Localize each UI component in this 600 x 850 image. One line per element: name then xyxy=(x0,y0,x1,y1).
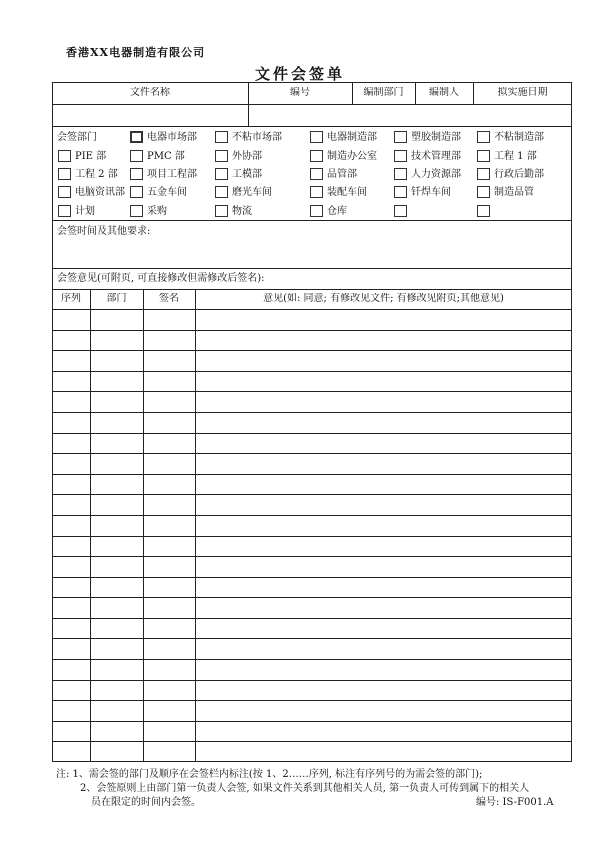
info-header-cell: 编号 xyxy=(290,87,310,98)
department-label: 制造办公室 xyxy=(327,151,377,162)
department-label: 电器市场部 xyxy=(147,132,197,143)
table-row-rule xyxy=(52,597,572,598)
table-row-rule xyxy=(52,453,572,454)
company-name: 香港XX电器制造有限公司 xyxy=(66,46,206,59)
department-label: 行政后勤部 xyxy=(494,169,544,180)
department-label: 采购 xyxy=(147,206,167,217)
table-row-rule xyxy=(52,412,572,413)
opinions-column-divider xyxy=(143,289,144,762)
department-label: 工模部 xyxy=(232,169,262,180)
table-row-rule xyxy=(52,350,572,351)
requirements-label: 会签时间及其他要求: xyxy=(57,226,151,237)
checkbox[interactable] xyxy=(310,150,323,162)
table-row-rule xyxy=(52,721,572,722)
table-row-rule xyxy=(52,577,572,578)
info-bottom-rule xyxy=(52,126,572,127)
checkbox[interactable] xyxy=(394,131,407,143)
checkbox[interactable] xyxy=(394,168,407,180)
table-row-rule xyxy=(52,536,572,537)
opinions-header-cell: 意见(如: 同意; 有修改见文件; 有修改见附页;其他意见) xyxy=(263,293,504,304)
checkbox[interactable] xyxy=(130,186,143,198)
department-label: 外协部 xyxy=(232,151,262,162)
table-row-rule xyxy=(52,556,572,557)
checkbox[interactable] xyxy=(215,186,228,198)
checkbox[interactable] xyxy=(477,168,490,180)
table-row-rule xyxy=(52,330,572,331)
note-line-3: 员在限定的时间内会签。 xyxy=(91,797,201,808)
department-label: 电脑资讯部 xyxy=(75,187,125,198)
department-label: 技术管理部 xyxy=(411,151,461,162)
table-row-rule xyxy=(52,371,572,372)
opinions-label: 会签意见(可附页, 可直接修改但需修改后签名): xyxy=(57,273,265,284)
table-row-rule xyxy=(52,474,572,475)
table-row-rule xyxy=(52,618,572,619)
departments-bottom-rule xyxy=(52,220,572,221)
checkbox[interactable] xyxy=(394,205,407,217)
department-label: PIE 部 xyxy=(75,151,107,162)
checkbox[interactable] xyxy=(215,205,228,217)
department-label: 塑胶制造部 xyxy=(411,132,461,143)
note-line-2: 2、会签原则上由部门第一负责人会签, 如果文件关系到其他相关人员, 第一负责人可传到属下的相关人 xyxy=(80,783,530,794)
checkbox[interactable] xyxy=(130,168,143,180)
form-frame xyxy=(52,82,572,762)
info-header-cell: 文件名称 xyxy=(130,87,170,98)
info-header-rule xyxy=(52,104,572,105)
table-row-rule xyxy=(52,515,572,516)
checkbox[interactable] xyxy=(130,150,143,162)
department-label: 物流 xyxy=(232,206,252,217)
checkbox[interactable] xyxy=(58,168,71,180)
checkbox[interactable] xyxy=(58,186,71,198)
checkbox[interactable] xyxy=(215,168,228,180)
department-label: 工程 2 部 xyxy=(75,169,118,180)
info-header-cell: 拟实施日期 xyxy=(497,87,548,98)
table-row-rule xyxy=(52,494,572,495)
info-column-divider xyxy=(248,104,249,126)
checkbox[interactable] xyxy=(477,131,490,143)
checkbox[interactable] xyxy=(58,150,71,162)
checkbox[interactable] xyxy=(394,186,407,198)
checkbox[interactable] xyxy=(477,186,490,198)
table-row-rule xyxy=(52,680,572,681)
department-label: 品管部 xyxy=(327,169,357,180)
table-row-rule xyxy=(52,433,572,434)
requirements-bottom-rule xyxy=(52,268,572,269)
department-label: 电器制造部 xyxy=(327,132,377,143)
checkbox[interactable] xyxy=(310,131,323,143)
checkbox[interactable] xyxy=(215,131,228,143)
checkbox[interactable] xyxy=(215,150,228,162)
checkbox[interactable] xyxy=(130,131,143,143)
checkbox[interactable] xyxy=(58,205,71,217)
checkbox[interactable] xyxy=(394,150,407,162)
opinions-column-divider xyxy=(90,289,91,762)
department-label: 工程 1 部 xyxy=(494,151,537,162)
departments-label: 会签部门 xyxy=(57,132,97,143)
department-label: 项目工程部 xyxy=(147,169,197,180)
department-label: 不粘制造部 xyxy=(494,132,544,143)
checkbox[interactable] xyxy=(310,205,323,217)
note-line-1: 注: 1、需会签的部门及顺序在会签栏内标注(按 1、2……序列, 标注有序列号的为需会签的部门); xyxy=(56,769,483,780)
info-header-cell: 编制人 xyxy=(429,87,459,98)
opinions-header-cell: 序列 xyxy=(61,293,81,304)
department-label: 装配车间 xyxy=(327,187,367,198)
opinions-label-bottom-rule xyxy=(52,289,572,290)
department-label: 仓库 xyxy=(327,206,347,217)
department-label: 不粘市场部 xyxy=(232,132,282,143)
info-header-cell: 编制部门 xyxy=(363,87,404,98)
table-row-rule xyxy=(52,638,572,639)
department-label: PMC 部 xyxy=(147,151,185,162)
form-code: 编号: IS-F001.A xyxy=(476,797,554,808)
table-row-rule xyxy=(52,741,572,742)
table-row-rule xyxy=(52,700,572,701)
department-label: 五金车间 xyxy=(147,187,187,198)
checkbox[interactable] xyxy=(477,205,490,217)
opinions-header-cell: 部门 xyxy=(106,293,127,304)
checkbox[interactable] xyxy=(130,205,143,217)
department-label: 计划 xyxy=(75,206,95,217)
checkbox[interactable] xyxy=(477,150,490,162)
opinions-column-divider xyxy=(195,289,196,762)
checkbox[interactable] xyxy=(310,168,323,180)
opinions-header-cell: 签名 xyxy=(159,293,179,304)
department-label: 磨光车间 xyxy=(232,187,272,198)
form-title: 文件会签单 xyxy=(254,65,345,83)
department-label: 制造品管 xyxy=(494,187,534,198)
checkbox[interactable] xyxy=(310,186,323,198)
department-label: 人力资源部 xyxy=(411,169,461,180)
department-label: 钎焊车间 xyxy=(411,187,451,198)
opinions-header-rule xyxy=(52,309,572,310)
table-row-rule xyxy=(52,659,572,660)
table-row-rule xyxy=(52,391,572,392)
